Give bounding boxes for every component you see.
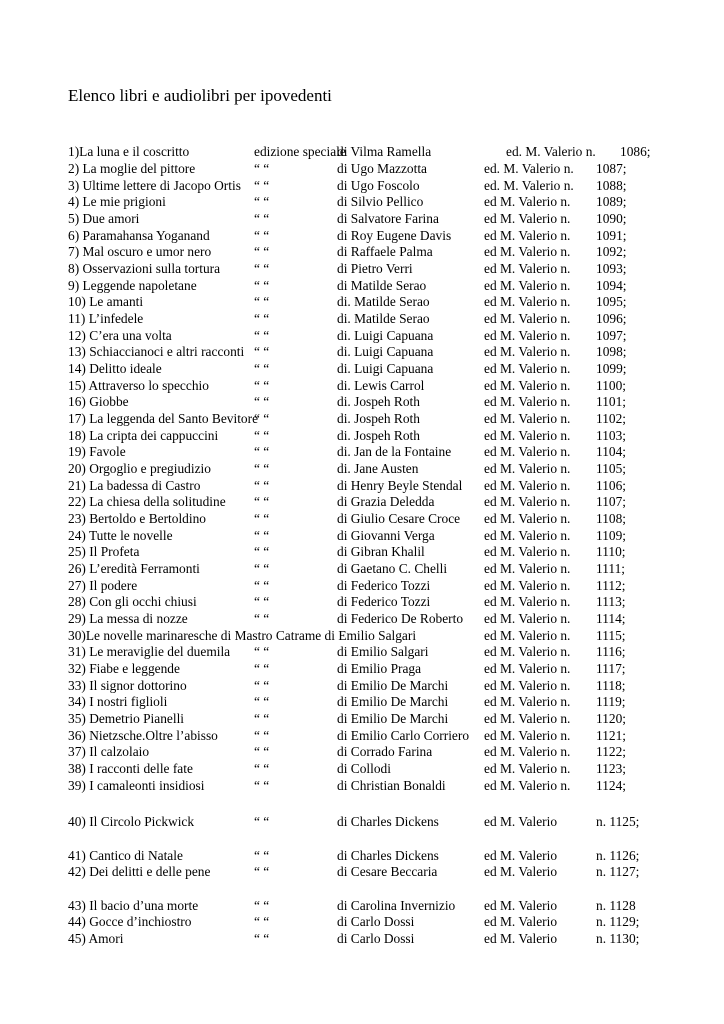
book-edition: “ “ — [254, 544, 270, 559]
book-title: 43) Il bacio d’una morte — [68, 898, 199, 913]
book-publisher: ed M. Valerio n. — [484, 478, 571, 493]
book-title: 24) Tutte le novelle — [68, 528, 173, 543]
book-title: 31) Le meraviglie del duemila — [68, 644, 231, 659]
book-edition: “ “ — [254, 378, 270, 393]
book-publisher: ed M. Valerio n. — [484, 711, 571, 726]
book-author: di Charles Dickens — [337, 814, 439, 829]
book-edition: “ “ — [254, 694, 270, 709]
book-author: di Emilio De Marchi — [337, 694, 449, 709]
list-item — [0, 410, 724, 427]
book-edition: “ “ — [254, 678, 270, 693]
list-item — [0, 460, 724, 477]
book-author: di Vilma Ramella — [337, 144, 432, 159]
book-title: 45) Amori — [68, 931, 124, 946]
book-title: 23) Bertoldo e Bertoldino — [68, 511, 206, 526]
book-author: di Emilio Praga — [337, 661, 422, 676]
book-publisher: ed M. Valerio n. — [484, 594, 571, 609]
book-number: 1111; — [596, 561, 626, 576]
book-author: di Gibran Khalil — [337, 544, 425, 559]
list-item — [0, 677, 724, 694]
list-item — [0, 897, 724, 914]
book-publisher: ed M. Valerio n. — [484, 461, 571, 476]
book-edition: “ “ — [254, 294, 270, 309]
book-title: 22) La chiesa della solitudine — [68, 494, 226, 509]
book-publisher: ed M. Valerio n. — [484, 361, 571, 376]
book-title: 12) C’era una volta — [68, 328, 172, 343]
book-number: 1118; — [596, 678, 626, 693]
book-title: 40) Il Circolo Pickwick — [68, 814, 195, 829]
book-number: 1116; — [596, 644, 626, 659]
book-number: 1095; — [596, 294, 627, 309]
list-item — [0, 610, 724, 627]
list-item — [0, 693, 724, 710]
book-edition: “ “ — [254, 594, 270, 609]
book-title: 11) L’infedele — [68, 311, 144, 326]
list-item — [0, 710, 724, 727]
book-edition: “ “ — [254, 898, 270, 913]
book-edition: “ “ — [254, 931, 270, 946]
book-publisher: ed. M. Valerio n. — [484, 178, 574, 193]
book-publisher: ed M. Valerio n. — [484, 411, 571, 426]
book-author: di. Matilde Serao — [337, 311, 430, 326]
book-author: di Emilio De Marchi — [337, 711, 449, 726]
book-author: di Emilio Salgari — [337, 644, 429, 659]
book-title: 37) Il calzolaio — [68, 744, 150, 759]
book-title: 36) Nietzsche.Oltre l’abisso — [68, 728, 218, 743]
book-number: 1108; — [596, 511, 627, 526]
book-title: 17) La leggenda del Santo Bevitore — [68, 411, 259, 426]
list-item — [0, 177, 724, 194]
book-publisher: ed M. Valerio n. — [484, 528, 571, 543]
book-edition: “ “ — [254, 394, 270, 409]
list-item — [0, 727, 724, 744]
book-number: 1102; — [596, 411, 627, 426]
book-number: 1117; — [596, 661, 626, 676]
list-item — [0, 660, 724, 677]
list-item — [0, 327, 724, 344]
book-author: di Corrado Farina — [337, 744, 433, 759]
book-edition: “ “ — [254, 611, 270, 626]
book-publisher: ed M. Valerio n. — [484, 394, 571, 409]
book-author: di Christian Bonaldi — [337, 778, 446, 793]
book-publisher: ed M. Valerio n. — [484, 278, 571, 293]
book-edition: “ “ — [254, 261, 270, 276]
book-author: di Matilde Serao — [337, 278, 427, 293]
book-edition: “ “ — [254, 244, 270, 259]
book-number: n. 1128 — [596, 898, 636, 913]
book-number: 1093; — [596, 261, 627, 276]
book-number: 1114; — [596, 611, 626, 626]
book-edition: “ “ — [254, 528, 270, 543]
book-title: 30)Le novelle marinaresche di Mastro Catrame di Emilio Salgari — [68, 628, 417, 643]
list-item — [0, 527, 724, 544]
list-item — [0, 427, 724, 444]
book-edition: “ “ — [254, 914, 270, 929]
book-author: di. Jospeh Roth — [337, 411, 420, 426]
book-publisher: ed M. Valerio n. — [484, 544, 571, 559]
book-number: 1107; — [596, 494, 627, 509]
book-title: 5) Due amori — [68, 211, 140, 226]
list-item — [0, 227, 724, 244]
book-publisher: ed M. Valerio n. — [484, 561, 571, 576]
book-edition: “ “ — [254, 761, 270, 776]
list-item — [0, 260, 724, 277]
book-number: 1124; — [596, 778, 627, 793]
book-number: 1109; — [596, 528, 627, 543]
book-author: di Gaetano C. Chelli — [337, 561, 448, 576]
book-author: di Emilio De Marchi — [337, 678, 449, 693]
book-title: 19) Favole — [68, 444, 126, 459]
list-item — [0, 863, 724, 880]
book-edition: “ “ — [254, 778, 270, 793]
book-author: di Cesare Beccaria — [337, 864, 438, 879]
book-author: di Collodi — [337, 761, 391, 776]
book-publisher: ed M. Valerio n. — [484, 628, 571, 643]
list-item — [0, 493, 724, 510]
book-author: di. Matilde Serao — [337, 294, 430, 309]
book-title: 3) Ultime lettere di Jacopo Ortis — [68, 178, 241, 193]
book-publisher: ed M. Valerio n. — [484, 194, 571, 209]
book-title: 32) Fiabe e leggende — [68, 661, 180, 676]
list-item — [0, 193, 724, 210]
list-item — [0, 593, 724, 610]
book-title: 27) Il podere — [68, 578, 138, 593]
book-number: 1092; — [596, 244, 627, 259]
book-number: 1100; — [596, 378, 627, 393]
list-item — [0, 743, 724, 760]
book-publisher: ed M. Valerio n. — [484, 744, 571, 759]
book-publisher: ed M. Valerio n. — [484, 678, 571, 693]
book-author: di Henry Beyle Stendal — [337, 478, 463, 493]
book-author: di. Jan de la Fontaine — [337, 444, 452, 459]
book-publisher: ed M. Valerio n. — [484, 228, 571, 243]
book-number: n. 1127; — [596, 864, 640, 879]
list-item — [0, 210, 724, 227]
book-title: 10) Le amanti — [68, 294, 144, 309]
book-title: 15) Attraverso lo specchio — [68, 378, 209, 393]
book-number: 1089; — [596, 194, 627, 209]
book-publisher: ed M. Valerio n. — [484, 511, 571, 526]
book-author: di. Luigi Capuana — [337, 344, 434, 359]
list-item — [0, 510, 724, 527]
book-author: di Emilio Carlo Corriero — [337, 728, 470, 743]
book-author: di. Jospeh Roth — [337, 428, 420, 443]
book-edition: “ “ — [254, 644, 270, 659]
book-edition: “ “ — [254, 344, 270, 359]
book-number: n. 1129; — [596, 914, 640, 929]
book-publisher: ed M. Valerio n. — [484, 644, 571, 659]
list-item — [0, 443, 724, 460]
book-edition: “ “ — [254, 211, 270, 226]
book-number: n. 1126; — [596, 848, 640, 863]
book-author: di Federico Tozzi — [337, 578, 431, 593]
book-edition: “ “ — [254, 444, 270, 459]
book-number: 1096; — [596, 311, 627, 326]
list-item — [0, 310, 724, 327]
book-publisher: ed M. Valerio n. — [484, 261, 571, 276]
book-publisher: ed M. Valerio — [484, 848, 558, 863]
book-title: 13) Schiaccianoci e altri racconti — [68, 344, 245, 359]
list-item — [0, 543, 724, 560]
list-item — [0, 643, 724, 660]
book-number: 1112; — [596, 578, 626, 593]
list-item — [0, 277, 724, 294]
book-number: 1090; — [596, 211, 627, 226]
book-author: di Pietro Verri — [337, 261, 413, 276]
book-edition: “ “ — [254, 848, 270, 863]
book-author: di Roy Eugene Davis — [337, 228, 452, 243]
list-item — [0, 930, 724, 947]
book-publisher: ed M. Valerio n. — [484, 494, 571, 509]
book-number: n. 1130; — [596, 931, 640, 946]
book-author: di Silvio Pellico — [337, 194, 424, 209]
book-publisher: ed M. Valerio — [484, 898, 558, 913]
book-edition: “ “ — [254, 744, 270, 759]
list-item — [0, 143, 724, 160]
book-title: 25) Il Profeta — [68, 544, 140, 559]
book-publisher: ed M. Valerio — [484, 931, 558, 946]
book-number: 1088; — [596, 178, 627, 193]
book-number: 1119; — [596, 694, 626, 709]
list-item — [0, 913, 724, 930]
book-number: 1091; — [596, 228, 627, 243]
book-number: 1121; — [596, 728, 627, 743]
book-edition: “ “ — [254, 194, 270, 209]
book-title: 35) Demetrio Pianelli — [68, 711, 185, 726]
book-author: di Raffaele Palma — [337, 244, 433, 259]
book-author: di Federico Tozzi — [337, 594, 431, 609]
book-number: 1103; — [596, 428, 627, 443]
book-edition: “ “ — [254, 428, 270, 443]
book-publisher: ed M. Valerio n. — [484, 428, 571, 443]
book-edition: “ “ — [254, 561, 270, 576]
book-publisher: ed M. Valerio n. — [484, 778, 571, 793]
book-title: 41) Cantico di Natale — [68, 848, 183, 863]
book-title: 14) Delitto ideale — [68, 361, 162, 376]
book-title: 4) Le mie prigioni — [68, 194, 166, 209]
book-title: 29) La messa di nozze — [68, 611, 188, 626]
book-number: 1099; — [596, 361, 627, 376]
book-edition: “ “ — [254, 311, 270, 326]
book-edition: “ “ — [254, 864, 270, 879]
book-title: 42) Dei delitti e delle pene — [68, 864, 211, 879]
book-publisher: ed M. Valerio n. — [484, 761, 571, 776]
book-title: 1)La luna e il coscritto — [68, 144, 190, 159]
book-author: di Salvatore Farina — [337, 211, 439, 226]
book-author: di. Luigi Capuana — [337, 361, 434, 376]
book-edition: “ “ — [254, 728, 270, 743]
list-item — [0, 243, 724, 260]
book-edition: “ “ — [254, 228, 270, 243]
book-number: 1097; — [596, 328, 627, 343]
book-edition: “ “ — [254, 461, 270, 476]
list-item — [0, 477, 724, 494]
book-number: 1106; — [596, 478, 627, 493]
book-edition: “ “ — [254, 478, 270, 493]
book-edition: “ “ — [254, 814, 270, 829]
book-title: 6) Paramahansa Yoganand — [68, 228, 210, 243]
book-author: di Carlo Dossi — [337, 931, 415, 946]
book-edition: “ “ — [254, 278, 270, 293]
book-publisher: ed M. Valerio n. — [484, 728, 571, 743]
book-edition: “ “ — [254, 578, 270, 593]
list-item — [0, 393, 724, 410]
book-title: 28) Con gli occhi chiusi — [68, 594, 197, 609]
book-edition: “ “ — [254, 361, 270, 376]
book-title: 33) Il signor dottorino — [68, 678, 187, 693]
book-publisher: ed M. Valerio n. — [484, 211, 571, 226]
book-publisher: ed M. Valerio n. — [484, 611, 571, 626]
book-title: 8) Osservazioni sulla tortura — [68, 261, 221, 276]
book-publisher: ed M. Valerio n. — [484, 294, 571, 309]
book-author: di Charles Dickens — [337, 848, 439, 863]
book-title: 39) I camaleonti insidiosi — [68, 778, 205, 793]
book-edition: “ “ — [254, 661, 270, 676]
book-title: 44) Gocce d’inchiostro — [68, 914, 192, 929]
book-author: di Giovanni Verga — [337, 528, 435, 543]
book-publisher: ed M. Valerio — [484, 914, 558, 929]
book-number: 1120; — [596, 711, 627, 726]
book-publisher: ed M. Valerio n. — [484, 661, 571, 676]
book-number: 1098; — [596, 344, 627, 359]
book-author: di Grazia Deledda — [337, 494, 435, 509]
book-number: 1105; — [596, 461, 627, 476]
list-item — [0, 847, 724, 864]
book-edition: edizione speciale — [254, 144, 346, 159]
book-author: di Federico De Roberto — [337, 611, 464, 626]
book-edition: “ “ — [254, 711, 270, 726]
book-publisher: ed. M. Valerio n. — [506, 144, 596, 159]
list-item — [0, 813, 724, 830]
book-number: 1110; — [596, 544, 626, 559]
list-item — [0, 160, 724, 177]
book-author: di Ugo Foscolo — [337, 178, 420, 193]
book-publisher: ed M. Valerio n. — [484, 378, 571, 393]
book-publisher: ed M. Valerio — [484, 814, 558, 829]
book-author: di. Jane Austen — [337, 461, 419, 476]
book-author: di. Jospeh Roth — [337, 394, 420, 409]
list-item — [0, 377, 724, 394]
book-number: 1122; — [596, 744, 627, 759]
book-publisher: ed M. Valerio n. — [484, 444, 571, 459]
book-title: 7) Mal oscuro e umor nero — [68, 244, 212, 259]
book-author: di Carlo Dossi — [337, 914, 415, 929]
book-author: di. Lewis Carrol — [337, 378, 425, 393]
book-number: 1086; — [620, 144, 651, 159]
book-edition: “ “ — [254, 178, 270, 193]
book-title: 18) La cripta dei cappuccini — [68, 428, 219, 443]
list-item — [0, 577, 724, 594]
book-edition: “ “ — [254, 328, 270, 343]
book-number: 1115; — [596, 628, 626, 643]
list-item — [0, 760, 724, 777]
list-item — [0, 293, 724, 310]
book-author: di Giulio Cesare Croce — [337, 511, 461, 526]
book-publisher: ed M. Valerio n. — [484, 311, 571, 326]
list-item — [0, 777, 724, 794]
book-title: 34) I nostri figlioli — [68, 694, 168, 709]
book-publisher: ed M. Valerio n. — [484, 694, 571, 709]
book-publisher: ed M. Valerio n. — [484, 578, 571, 593]
list-item — [0, 627, 724, 644]
book-number: 1113; — [596, 594, 626, 609]
book-title: 20) Orgoglio e pregiudizio — [68, 461, 211, 476]
list-item — [0, 343, 724, 360]
book-publisher: ed M. Valerio n. — [484, 328, 571, 343]
book-publisher: ed M. Valerio n. — [484, 244, 571, 259]
document-title: Elenco libri e audiolibri per ipovedenti — [68, 86, 332, 105]
book-publisher: ed M. Valerio — [484, 864, 558, 879]
book-edition: “ “ — [254, 511, 270, 526]
book-publisher: ed M. Valerio n. — [484, 344, 571, 359]
book-number: 1104; — [596, 444, 627, 459]
book-title: 21) La badessa di Castro — [68, 478, 201, 493]
book-number: 1123; — [596, 761, 627, 776]
list-item — [0, 560, 724, 577]
book-author: di Carolina Invernizio — [337, 898, 456, 913]
book-edition: “ “ — [254, 161, 270, 176]
book-edition: “ “ — [254, 494, 270, 509]
book-title: 2) La moglie del pittore — [68, 161, 196, 176]
book-number: 1094; — [596, 278, 627, 293]
book-title: 16) Giobbe — [68, 394, 129, 409]
list-item — [0, 360, 724, 377]
book-title: 9) Leggende napoletane — [68, 278, 197, 293]
book-title: 38) I racconti delle fate — [68, 761, 193, 776]
book-number: 1087; — [596, 161, 627, 176]
book-publisher: ed. M. Valerio n. — [484, 161, 574, 176]
book-number: n. 1125; — [596, 814, 640, 829]
book-author: di. Luigi Capuana — [337, 328, 434, 343]
book-author: di Ugo Mazzotta — [337, 161, 427, 176]
book-number: 1101; — [596, 394, 627, 409]
book-edition: “ “ — [254, 411, 270, 426]
book-title: 26) L’eredità Ferramonti — [68, 561, 200, 576]
